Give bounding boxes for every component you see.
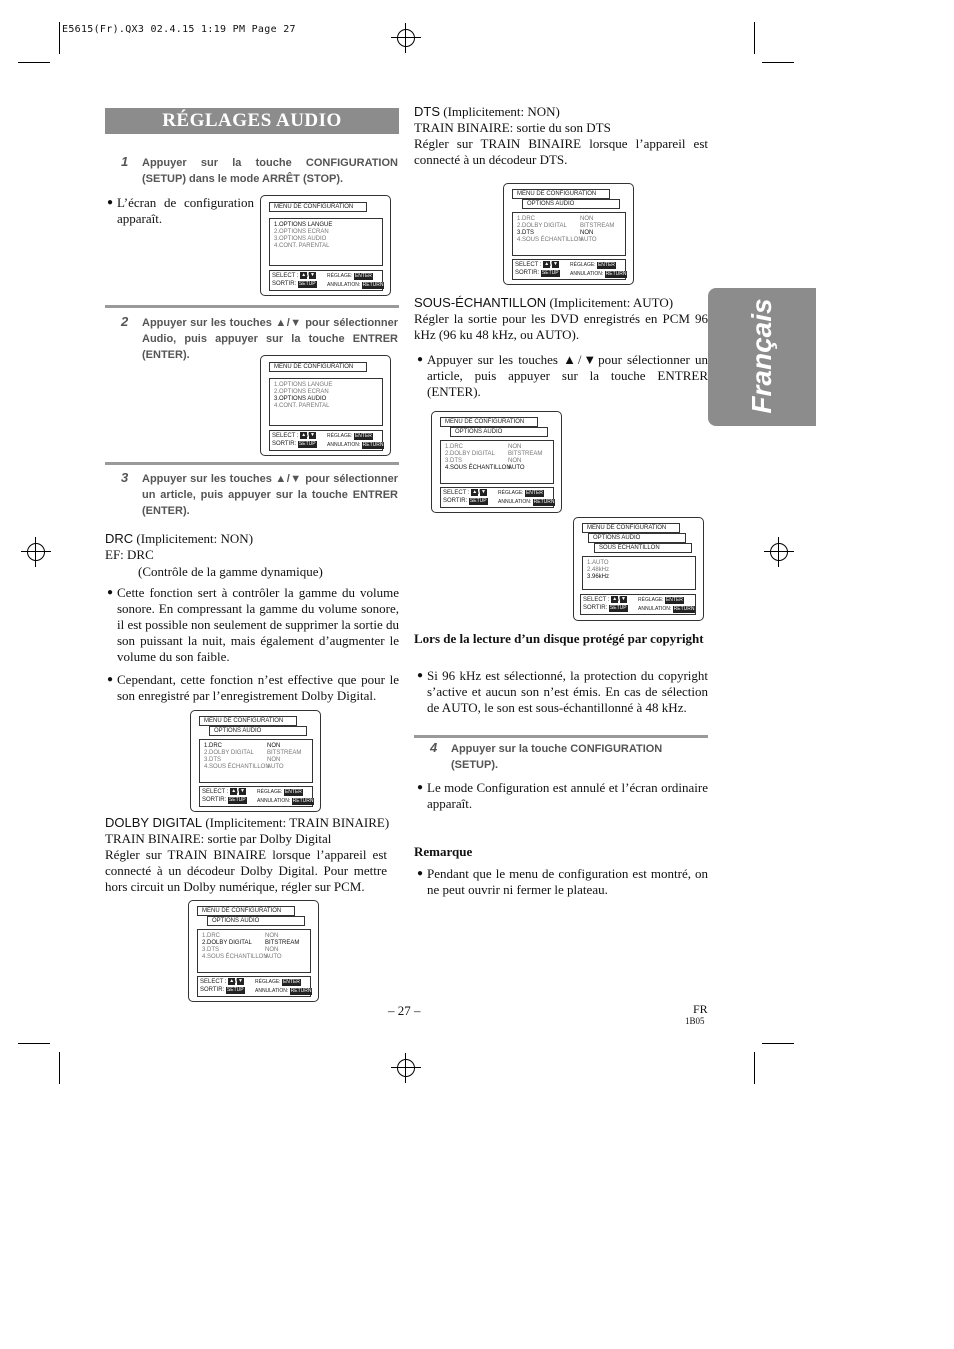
select-label: SELECT : <box>583 597 610 604</box>
menu-value: BITSTREAM <box>265 940 300 946</box>
menu-item: 4.SOUS ÉCHANTILLON <box>204 764 270 770</box>
return-key: RETURN <box>605 271 627 277</box>
menu-item: 1.OPTIONS LANGUE <box>274 222 333 228</box>
step-number: 4 <box>430 740 438 755</box>
select-label: SELECT : <box>272 433 299 440</box>
footer-annulation <box>498 498 555 506</box>
footer-annulation <box>255 987 312 995</box>
menu-value: NON <box>580 230 594 236</box>
section-rule <box>105 305 399 308</box>
registration-mark <box>21 537 51 567</box>
menu-value: BITSTREAM <box>580 223 615 229</box>
menu-item: 4.SOUS ÉCHANTILLON <box>202 954 268 960</box>
setup-key: SETUP <box>226 987 244 993</box>
language-tab-label: Français <box>746 298 777 414</box>
select-label: SELECT : <box>515 262 542 269</box>
up-arrow-icon: ▲ <box>544 261 550 267</box>
annulation-label: ANNULATION: <box>257 798 291 804</box>
menu-value: NON <box>508 458 522 464</box>
menu-item: 4.SOUS ÉCHANTILLON <box>517 237 583 243</box>
setup-key: SETUP <box>228 797 246 803</box>
dts-heading <box>414 104 708 120</box>
step-number: 1 <box>121 154 129 169</box>
setup-key: SETUP <box>298 441 316 447</box>
bullet-icon: ● <box>417 354 424 365</box>
menu-screen <box>190 710 321 812</box>
submenu-title: OPTIONS AUDIO <box>207 916 305 926</box>
submenu-title: OPTIONS AUDIO <box>450 427 548 437</box>
menu-item: 4.SOUS ÉCHANTILLON <box>445 465 511 471</box>
crop-mark <box>59 22 60 54</box>
submenu-title-sous: SOUS ÉCHANTILLON <box>594 543 692 553</box>
crop-mark <box>18 62 50 63</box>
footer-reglage <box>255 978 301 986</box>
menu-item: 1.DRC <box>202 933 221 939</box>
step-text: Appuyer sur la touche CONFIGURATION (SETUP) dans le mode ARRÊT (STOP). <box>142 157 398 185</box>
footer-sortir <box>515 269 560 277</box>
footer-sortir <box>272 440 317 448</box>
crop-mark <box>59 1052 60 1084</box>
footer-sortir <box>272 280 317 288</box>
sortir-label: SORTIR: <box>272 441 297 447</box>
crop-mark <box>754 1052 755 1084</box>
dts-term: DTS <box>414 104 440 119</box>
language-tab <box>708 288 816 426</box>
menu-value: NON <box>267 743 281 749</box>
submenu-title: OPTIONS AUDIO <box>522 199 620 209</box>
footer-sortir <box>202 796 247 804</box>
menu-value: AUTO <box>267 764 284 770</box>
crop-mark <box>754 22 755 54</box>
drc-line: (Contrôle de la gamme dynamique) <box>138 564 323 579</box>
menu-item: 1.DRC <box>517 216 536 222</box>
dts-line: TRAIN BINAIRE: sortie du son DTS <box>414 120 611 135</box>
menu-screen <box>260 195 391 296</box>
reglage-label: RÉGLAGE: <box>498 490 524 496</box>
annulation-label: ANNULATION: <box>255 988 289 994</box>
footer-reglage <box>327 272 373 280</box>
step-text: Appuyer sur les touches ▲/▼ pour sélectionner un article, puis appuyer sur la touche ENTRER (ENTER). <box>142 473 398 517</box>
menu-item: 3.DTS <box>204 757 222 763</box>
footer-reglage <box>638 596 684 604</box>
menu-item: 2.48kHz <box>587 567 610 573</box>
annulation-label: ANNULATION: <box>638 606 672 612</box>
menu-screen <box>188 900 319 1002</box>
down-arrow-icon: ▼ <box>480 489 486 495</box>
footer-select <box>202 788 246 796</box>
bullet-icon: ● <box>107 674 114 685</box>
up-arrow-icon: ▲ <box>231 788 237 794</box>
reglage-label: RÉGLAGE: <box>257 789 283 795</box>
menu-item: 2.DOLBY DIGITAL <box>204 750 254 756</box>
menu-item: 2.OPTIONS ECRAN <box>274 229 329 235</box>
bullet-text <box>417 866 708 898</box>
menu-screen <box>573 517 704 621</box>
sortir-label: SORTIR: <box>272 281 297 287</box>
dts-default: (Implicitement: NON) <box>440 104 560 119</box>
down-arrow-icon: ▼ <box>552 261 558 267</box>
setup-key: SETUP <box>609 605 627 611</box>
select-label: SELECT : <box>200 979 227 986</box>
menu-value: AUTO <box>508 465 525 471</box>
sortir-label: SORTIR: <box>583 605 608 611</box>
menu-item: 1.OPTIONS LANGUE <box>274 382 333 388</box>
footer-reglage <box>498 489 544 497</box>
sortir-label: SORTIR: <box>200 987 225 993</box>
menu-value: BITSTREAM <box>508 451 543 457</box>
menu-value: AUTO <box>580 237 597 243</box>
bullet-icon: ● <box>107 587 114 598</box>
dolby-term: DOLBY DIGITAL <box>105 815 203 830</box>
footer-annulation <box>638 605 695 613</box>
registration-mark <box>764 537 794 567</box>
up-arrow-icon: ▲ <box>472 489 478 495</box>
menu-item: 4.CONT. PARENTAL <box>274 403 330 409</box>
setup-key: SETUP <box>298 281 316 287</box>
menu-item: 3.DTS <box>445 458 463 464</box>
return-key: RETURN <box>290 988 312 994</box>
bullet-text <box>417 352 708 400</box>
menu-item: 3.96kHz <box>587 574 610 580</box>
bullet-text <box>107 672 399 704</box>
footer-sortir <box>443 497 488 505</box>
bullet-content: Cependant, cette fonction n’est effective que pour le son enregistré par l’enregistrement Dolby Digital. <box>117 672 399 703</box>
submenu-title: OPTIONS AUDIO <box>209 726 307 736</box>
bullet-icon: ● <box>107 197 114 208</box>
drc-default: (Implicitement: NON) <box>133 531 254 546</box>
page-number: – 27 – <box>388 1003 421 1018</box>
footer-reglage <box>257 788 303 796</box>
sous-heading <box>414 295 708 311</box>
crop-mark <box>18 1043 50 1044</box>
menu-value: NON <box>265 933 279 939</box>
menu-screen <box>260 355 391 456</box>
sortir-label: SORTIR: <box>515 270 540 276</box>
menu-title: MENU DE CONFIGURATION <box>269 202 367 212</box>
menu-title: MENU DE CONFIGURATION <box>440 417 538 427</box>
menu-value: NON <box>267 757 281 763</box>
submenu-title: OPTIONS AUDIO <box>588 533 686 543</box>
reglage-label: RÉGLAGE: <box>327 433 353 439</box>
return-key: RETURN <box>533 499 555 505</box>
registration-mark <box>391 23 421 53</box>
up-arrow-icon: ▲ <box>301 272 307 278</box>
footer-annulation <box>327 441 384 449</box>
menu-item: 3.DTS <box>202 947 220 953</box>
annulation-label: ANNULATION: <box>498 499 532 505</box>
menu-title: MENU DE CONFIGURATION <box>199 716 297 726</box>
sortir-label: SORTIR: <box>443 498 468 504</box>
bullet-content: Le mode Configuration est annulé et l’écran ordinaire apparaît. <box>427 780 708 811</box>
bullet-content: L’écran de configuration apparaît. <box>117 195 254 226</box>
annulation-label: ANNULATION: <box>327 282 361 288</box>
bullet-content: Pendant que le menu de configuration est montré, on ne peut ouvrir ni fermer le plateau. <box>427 866 708 897</box>
up-arrow-icon: ▲ <box>612 596 618 602</box>
bullet-icon: ● <box>417 782 424 793</box>
dolby-heading <box>105 815 399 831</box>
model-code: 1B05 <box>685 1016 705 1026</box>
return-key: RETURN <box>362 282 384 288</box>
bullet-icon: ● <box>417 868 424 879</box>
down-arrow-icon: ▼ <box>620 596 626 602</box>
step-text: Appuyer sur la touche CONFIGURATION (SETUP). <box>451 743 663 771</box>
bullet-text <box>107 585 399 665</box>
return-key: RETURN <box>673 606 695 612</box>
crop-mark <box>762 1043 794 1044</box>
copyright-heading: Lors de la lecture d’un disque protégé par copyright <box>414 631 704 646</box>
menu-value: NON <box>580 216 594 222</box>
menu-item: 1.DRC <box>204 743 223 749</box>
setup-key: SETUP <box>469 498 487 504</box>
bullet-icon: ● <box>417 670 424 681</box>
section-rule <box>105 462 399 465</box>
remarque-heading: Remarque <box>414 844 473 859</box>
dolby-line: TRAIN BINAIRE: sortie par Dolby Digital <box>105 831 332 846</box>
menu-value: BITSTREAM <box>267 750 302 756</box>
registration-mark <box>391 1053 421 1083</box>
return-key: RETURN <box>292 798 314 804</box>
footer-reglage <box>327 432 373 440</box>
footer-annulation <box>570 270 627 278</box>
select-label: SELECT : <box>202 789 229 796</box>
footer-sortir <box>200 986 245 994</box>
menu-item: 1.AUTO <box>587 560 609 566</box>
select-label: SELECT : <box>272 273 299 280</box>
menu-screen <box>431 411 562 513</box>
down-arrow-icon: ▼ <box>239 788 245 794</box>
language-code: FR <box>693 1002 708 1016</box>
menu-item: 2.DOLBY DIGITAL <box>517 223 567 229</box>
drc-term: DRC <box>105 531 134 546</box>
reglage-label: RÉGLAGE: <box>255 979 281 985</box>
menu-value: NON <box>265 947 279 953</box>
sous-term: SOUS-ÉCHANTILLON <box>414 295 547 310</box>
footer-select <box>515 261 559 269</box>
menu-title: MENU DE CONFIGURATION <box>582 523 680 533</box>
reglage-label: RÉGLAGE: <box>327 273 353 279</box>
bullet-content: Cette fonction sert à contrôler la gamme du volume sonore. En compressant la gamme du volume sonore, il est possible non seulement de supprimer la sortie du son puissant la nuit, mais également d’augmenter le volume du son faible. <box>117 585 399 664</box>
enter-key: ENTER <box>597 262 615 268</box>
dolby-default: (Implicitement: TRAIN BINAIRE) <box>202 815 390 830</box>
step-number: 2 <box>121 314 129 329</box>
menu-title: MENU DE CONFIGURATION <box>269 362 367 372</box>
page-title: RÉGLAGES AUDIO <box>105 108 399 134</box>
sortir-label: SORTIR: <box>202 797 227 803</box>
enter-key: ENTER <box>354 433 372 439</box>
footer-annulation <box>257 797 314 805</box>
drc-line: EF: DRC <box>105 547 154 562</box>
return-key: RETURN <box>362 442 384 448</box>
reglage-label: RÉGLAGE: <box>570 262 596 268</box>
menu-value: NON <box>508 444 522 450</box>
sous-default: (Implicitement: AUTO) <box>546 295 674 310</box>
drc-heading <box>105 531 399 547</box>
print-slug: E5615(Fr).QX3 02.4.15 1:19 PM Page 27 <box>62 24 296 35</box>
dolby-line: Régler sur TRAIN BINAIRE lorsque l’appareil est connecté à un décodeur Dolby Digital. Pour mettre hors circuit un Dolby numérique, régler sur PCM. <box>105 847 387 894</box>
sous-line: Régler la sortie pour les DVD enregistrés en PCM 96 kHz (96 ku 48 kHz, ou AUTO). <box>414 311 708 342</box>
menu-item: 2.DOLBY DIGITAL <box>445 451 495 457</box>
enter-key: ENTER <box>354 273 372 279</box>
dts-line: Régler sur TRAIN BINAIRE lorsque l’appareil est connecté à un décodeur DTS. <box>414 136 708 167</box>
bullet-text <box>417 668 708 716</box>
footer-select <box>443 489 487 497</box>
menu-item: 4.CONT. PARENTAL <box>274 243 330 249</box>
menu-screen <box>503 183 634 285</box>
menu-title: MENU DE CONFIGURATION <box>197 906 295 916</box>
step-text: Appuyer sur les touches ▲/▼ pour sélectionner Audio, puis appuyer sur la touche ENTRER (ENTER). <box>142 317 398 361</box>
enter-key: ENTER <box>284 789 302 795</box>
menu-value: AUTO <box>265 954 282 960</box>
step-number: 3 <box>121 470 129 485</box>
bullet-content: Si 96 kHz est sélectionné, la protection du copyright s’active et aucun son n’est émis. En cas de sélection de AUTO, le son est sous-échantillonné à 48 kHz. <box>427 668 708 715</box>
menu-item: 3.OPTIONS AUDIO <box>274 236 327 242</box>
footer-select <box>272 272 316 280</box>
menu-item: 2.DOLBY DIGITAL <box>202 940 252 946</box>
select-label: SELECT : <box>443 490 470 497</box>
bullet-text <box>417 780 708 812</box>
menu-item: 1.DRC <box>445 444 464 450</box>
menu-item: 3.OPTIONS AUDIO <box>274 396 327 402</box>
footer-reglage <box>570 261 616 269</box>
up-arrow-icon: ▲ <box>301 432 307 438</box>
down-arrow-icon: ▼ <box>309 432 315 438</box>
footer-annulation <box>327 281 384 289</box>
footer-sortir <box>583 604 628 612</box>
down-arrow-icon: ▼ <box>309 272 315 278</box>
down-arrow-icon: ▼ <box>237 978 243 984</box>
annulation-label: ANNULATION: <box>570 271 604 277</box>
bullet-text <box>107 195 254 227</box>
bullet-content: Appuyer sur les touches ▲/▼pour sélectionner un article, puis appuyer sur la touche ENTRER (ENTER). <box>427 352 708 399</box>
footer-select <box>583 596 627 604</box>
menu-item: 3.DTS <box>517 230 535 236</box>
enter-key: ENTER <box>282 979 300 985</box>
footer-select <box>200 978 244 986</box>
enter-key: ENTER <box>525 490 543 496</box>
annulation-label: ANNULATION: <box>327 442 361 448</box>
reglage-label: RÉGLAGE: <box>638 597 664 603</box>
menu-item: 2.OPTIONS ECRAN <box>274 389 329 395</box>
footer-select <box>272 432 316 440</box>
up-arrow-icon: ▲ <box>229 978 235 984</box>
setup-key: SETUP <box>541 270 559 276</box>
section-rule <box>414 735 708 738</box>
enter-key: ENTER <box>665 597 683 603</box>
crop-mark <box>762 62 794 63</box>
menu-title: MENU DE CONFIGURATION <box>512 189 610 199</box>
